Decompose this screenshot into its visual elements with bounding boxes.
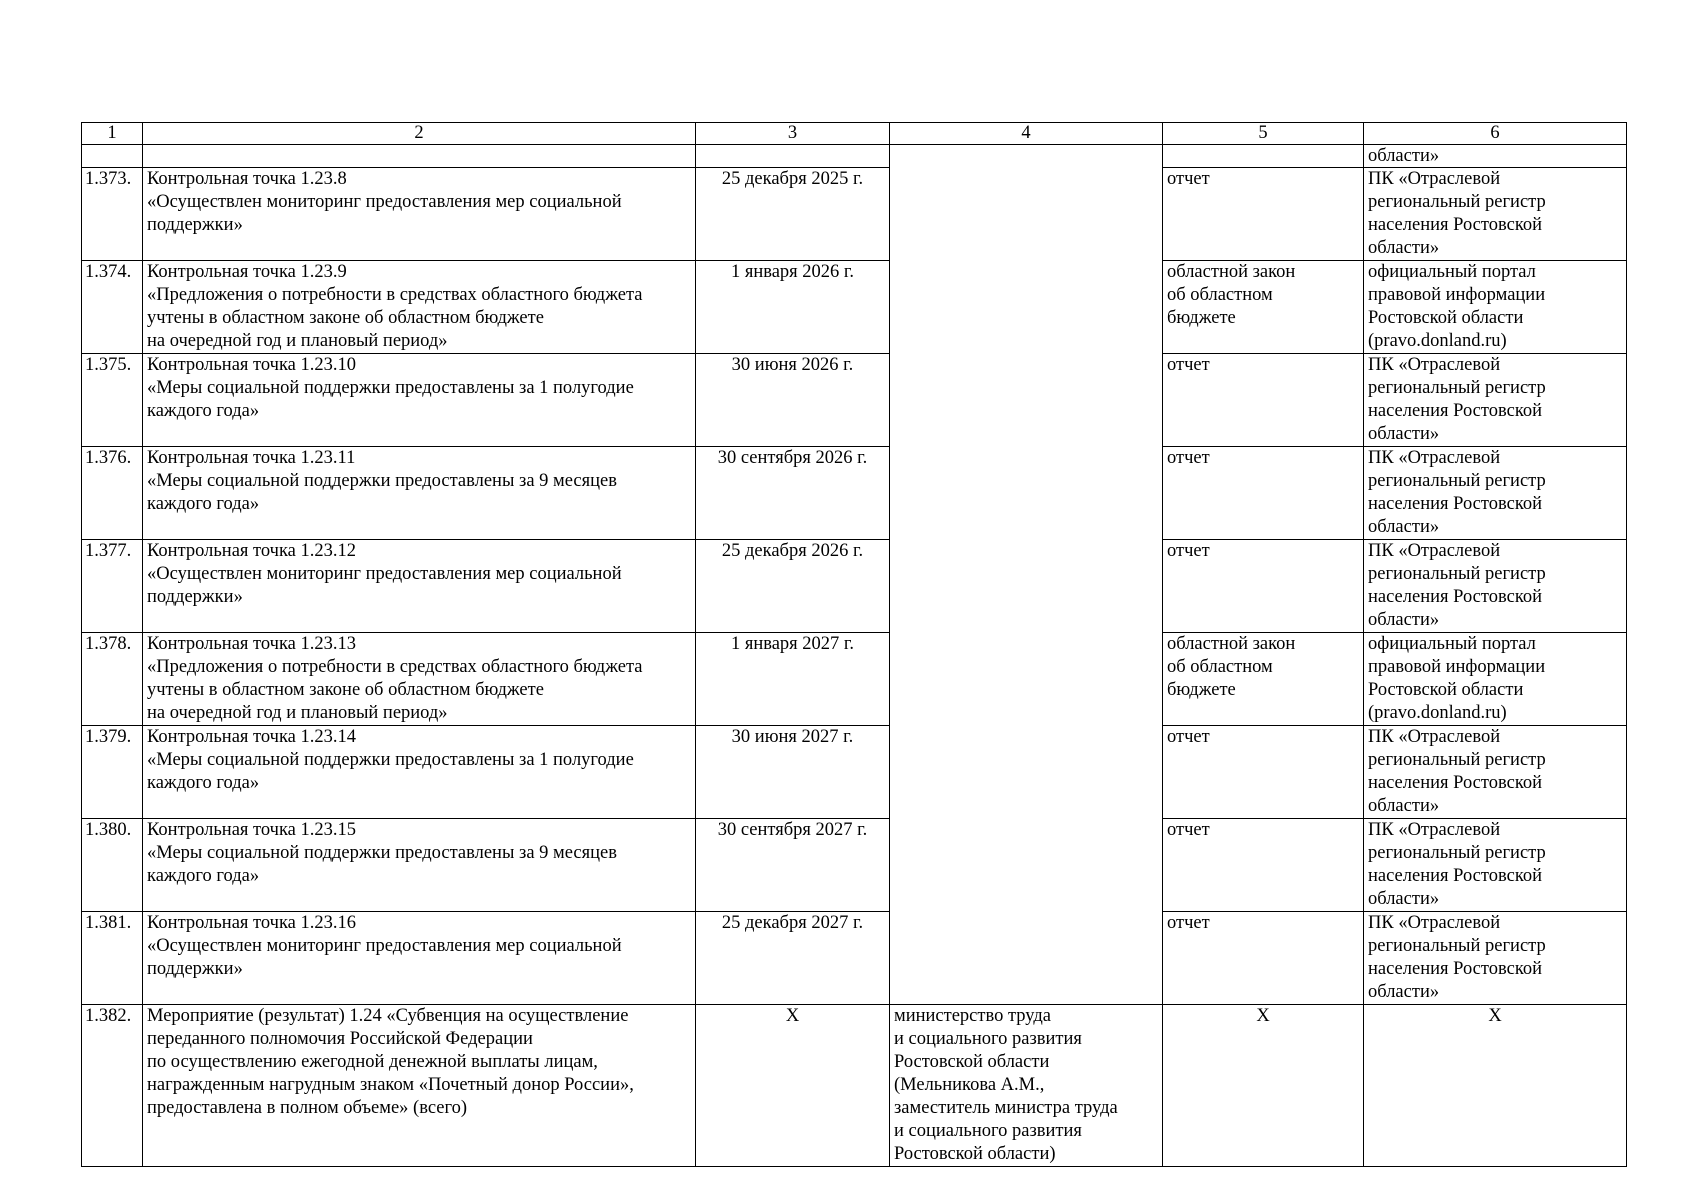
document-type <box>1163 168 1364 261</box>
text-line: области» <box>1368 424 1440 444</box>
text-line: области» <box>1368 982 1440 1002</box>
text-line: ПК «Отраслевой <box>1368 541 1501 561</box>
text-line: каждого года» <box>147 494 260 514</box>
responsible-cell <box>890 726 1163 819</box>
row-number: 1.374. <box>82 261 143 354</box>
text-line: региональный регистр <box>1368 936 1546 956</box>
text-line: «Предложения о потребности в средствах областного бюджета <box>147 657 643 677</box>
table-row <box>82 912 1627 1005</box>
responsible-cell <box>890 912 1163 1005</box>
text-line: «Меры социальной поддержки предоставлены за 9 месяцев <box>147 471 617 491</box>
text-line: населения Ростовской <box>1368 959 1543 979</box>
text-line: области» <box>1368 889 1440 909</box>
table-row <box>82 633 1627 726</box>
row-number: 1.376. <box>82 447 143 540</box>
control-points-table <box>81 122 1627 1167</box>
information-system <box>1364 912 1627 1005</box>
responsible-cell <box>890 633 1163 726</box>
text-line: «Меры социальной поддержки предоставлены за 1 полугодие <box>147 378 634 398</box>
text-line: области» <box>1368 796 1440 816</box>
column-header-5: 5 <box>1163 123 1364 145</box>
text-line: региональный регистр <box>1368 192 1546 212</box>
text-line: «Осуществлен мониторинг предоставления мер социальной <box>147 564 622 584</box>
information-system <box>1364 354 1627 447</box>
control-point-description <box>143 726 696 819</box>
table-row <box>82 819 1627 912</box>
control-point-title: Контрольная точка 1.23.11 <box>147 448 356 468</box>
control-point-description <box>143 912 696 1005</box>
text-line: Мероприятие (результат) 1.24 «Субвенция на осуществление <box>147 1006 629 1026</box>
text-line: министерство труда <box>894 1006 1051 1026</box>
continuation-cell-3 <box>696 145 890 168</box>
document-type <box>1163 261 1364 354</box>
text-line: правовой информации <box>1368 285 1546 305</box>
information-system <box>1364 633 1627 726</box>
event-description <box>143 1005 696 1167</box>
information-system <box>1364 819 1627 912</box>
control-point-description <box>143 819 696 912</box>
information-system <box>1364 447 1627 540</box>
responsible-cell <box>890 819 1163 912</box>
text-line: региональный регистр <box>1368 378 1546 398</box>
control-point-title: Контрольная точка 1.23.15 <box>147 820 357 840</box>
text-line: отчет <box>1167 913 1210 933</box>
text-line: поддержки» <box>147 587 243 607</box>
text-line: области» <box>1368 517 1440 537</box>
text-line: официальный портал <box>1368 634 1536 654</box>
deadline-date: 25 декабря 2026 г. <box>696 540 890 633</box>
row-number: 1.375. <box>82 354 143 447</box>
continuation-cell-1 <box>82 145 143 168</box>
responsible-cell <box>890 168 1163 261</box>
information-system <box>1364 168 1627 261</box>
control-point-title: Контрольная точка 1.23.13 <box>147 634 357 654</box>
deadline-date: 30 июня 2026 г. <box>696 354 890 447</box>
table-row <box>82 726 1627 819</box>
text-line: поддержки» <box>147 959 243 979</box>
text-line: переданного полномочия Российской Федерации <box>147 1029 533 1049</box>
deadline-date: X <box>696 1005 890 1167</box>
control-point-description <box>143 168 696 261</box>
text-line: «Меры социальной поддержки предоставлены за 9 месяцев <box>147 843 617 863</box>
document-type <box>1163 633 1364 726</box>
text-line: населения Ростовской <box>1368 215 1543 235</box>
text-line: отчет <box>1167 820 1210 840</box>
continuation-cell-5 <box>1163 145 1364 168</box>
text-line: ПК «Отраслевой <box>1368 913 1501 933</box>
deadline-date: 30 июня 2027 г. <box>696 726 890 819</box>
text-line: отчет <box>1167 355 1210 375</box>
table-row <box>82 354 1627 447</box>
text-line: региональный регистр <box>1368 564 1546 584</box>
text-line: каждого года» <box>147 866 260 886</box>
document-type <box>1163 819 1364 912</box>
text-line: на очередной год и плановый период» <box>147 331 448 351</box>
text-line: предоставлена в полном объеме» (всего) <box>147 1098 468 1118</box>
text-line: ПК «Отраслевой <box>1368 355 1501 375</box>
control-point-title: Контрольная точка 1.23.9 <box>147 262 347 282</box>
text-line: на очередной год и плановый период» <box>147 703 448 723</box>
control-point-description <box>143 540 696 633</box>
text-line: региональный регистр <box>1368 471 1546 491</box>
deadline-date: 1 января 2026 г. <box>696 261 890 354</box>
responsible-cell <box>890 540 1163 633</box>
text-line: бюджете <box>1167 680 1236 700</box>
text-line: отчет <box>1167 448 1210 468</box>
column-header-1: 1 <box>82 123 143 145</box>
column-header-4: 4 <box>890 123 1163 145</box>
text-line: каждого года» <box>147 401 260 421</box>
continuation-row <box>82 145 1627 168</box>
column-header-2: 2 <box>143 123 696 145</box>
text-line: ПК «Отраслевой <box>1368 448 1501 468</box>
row-number: 1.381. <box>82 912 143 1005</box>
control-point-title: Контрольная точка 1.23.16 <box>147 913 357 933</box>
document-type <box>1163 912 1364 1005</box>
row-number: 1.377. <box>82 540 143 633</box>
text-line: об областном <box>1167 285 1273 305</box>
text-line: отчет <box>1167 541 1210 561</box>
document-type <box>1163 726 1364 819</box>
text-line: (pravo.donland.ru) <box>1368 331 1507 351</box>
text-line: населения Ростовской <box>1368 494 1543 514</box>
text-line: бюджете <box>1167 308 1236 328</box>
responsible-cell <box>890 261 1163 354</box>
text-line: Ростовской области) <box>894 1144 1056 1164</box>
text-line: Ростовской области <box>1368 308 1524 328</box>
text-line: «Осуществлен мониторинг предоставления мер социальной <box>147 192 622 212</box>
text-line: региональный регистр <box>1368 750 1546 770</box>
text-line: области» <box>1368 238 1440 258</box>
information-system: X <box>1364 1005 1627 1167</box>
text-line: областной закон <box>1167 634 1296 654</box>
text-line: населения Ростовской <box>1368 587 1543 607</box>
deadline-date: 25 декабря 2027 г. <box>696 912 890 1005</box>
text-line: отчет <box>1167 727 1210 747</box>
deadline-date: 25 декабря 2025 г. <box>696 168 890 261</box>
text-line: отчет <box>1167 169 1210 189</box>
text-line: Ростовской области <box>894 1052 1050 1072</box>
text-line: Ростовской области <box>1368 680 1524 700</box>
information-system <box>1364 540 1627 633</box>
control-point-description <box>143 447 696 540</box>
text-line: учтены в областном законе об областном бюджете <box>147 680 544 700</box>
text-line: поддержки» <box>147 215 243 235</box>
row-number: 1.379. <box>82 726 143 819</box>
text-line: учтены в областном законе об областном бюджете <box>147 308 544 328</box>
control-point-title: Контрольная точка 1.23.8 <box>147 169 347 189</box>
table-row <box>82 168 1627 261</box>
continuation-cell-4 <box>890 145 1163 168</box>
responsible-cell <box>890 447 1163 540</box>
document-type: X <box>1163 1005 1364 1167</box>
column-header-3: 3 <box>696 123 890 145</box>
text-line: и социального развития <box>894 1029 1082 1049</box>
information-system <box>1364 726 1627 819</box>
text-line: об областном <box>1167 657 1273 677</box>
deadline-date: 30 сентября 2027 г. <box>696 819 890 912</box>
control-point-description <box>143 261 696 354</box>
document-type <box>1163 540 1364 633</box>
text-line: областной закон <box>1167 262 1296 282</box>
text-line: ПК «Отраслевой <box>1368 169 1501 189</box>
text-line: (pravo.donland.ru) <box>1368 703 1507 723</box>
text-line: заместитель министра труда <box>894 1098 1118 1118</box>
control-point-title: Контрольная точка 1.23.12 <box>147 541 357 561</box>
control-point-title: Контрольная точка 1.23.14 <box>147 727 357 747</box>
document-type <box>1163 447 1364 540</box>
row-number: 1.378. <box>82 633 143 726</box>
text-line: «Меры социальной поддержки предоставлены за 1 полугодие <box>147 750 634 770</box>
text-line: «Предложения о потребности в средствах областного бюджета <box>147 285 643 305</box>
table-row <box>82 1005 1627 1167</box>
column-header-6: 6 <box>1364 123 1627 145</box>
text-line: ПК «Отраслевой <box>1368 820 1501 840</box>
text-line: по осуществлению ежегодной денежной выплаты лицам, <box>147 1052 598 1072</box>
continuation-cell-2 <box>143 145 696 168</box>
control-point-description <box>143 354 696 447</box>
deadline-date: 30 сентября 2026 г. <box>696 447 890 540</box>
responsible-cell <box>890 354 1163 447</box>
text-line: населения Ростовской <box>1368 866 1543 886</box>
document-type <box>1163 354 1364 447</box>
text-line: «Осуществлен мониторинг предоставления мер социальной <box>147 936 622 956</box>
row-number: 1.380. <box>82 819 143 912</box>
text-line: населения Ростовской <box>1368 401 1543 421</box>
text-line: каждого года» <box>147 773 260 793</box>
text-line: официальный портал <box>1368 262 1536 282</box>
row-number: 1.373. <box>82 168 143 261</box>
text-line: награжденным нагрудным знаком «Почетный донор России», <box>147 1075 634 1095</box>
text-line: правовой информации <box>1368 657 1546 677</box>
responsible-executor <box>890 1005 1163 1167</box>
header-row <box>82 123 1627 145</box>
text-line: и социального развития <box>894 1121 1082 1141</box>
text-line: (Мельникова А.М., <box>894 1075 1045 1095</box>
text-line: области» <box>1368 610 1440 630</box>
table-body <box>82 123 1627 1167</box>
text-line: населения Ростовской <box>1368 773 1543 793</box>
text-line: ПК «Отраслевой <box>1368 727 1501 747</box>
table-row <box>82 261 1627 354</box>
control-point-title: Контрольная точка 1.23.10 <box>147 355 357 375</box>
table-row <box>82 447 1627 540</box>
control-point-description <box>143 633 696 726</box>
continuation-cell-6: области» <box>1364 145 1627 168</box>
text-line: региональный регистр <box>1368 843 1546 863</box>
deadline-date: 1 января 2027 г. <box>696 633 890 726</box>
row-number: 1.382. <box>82 1005 143 1167</box>
table-row <box>82 540 1627 633</box>
information-system <box>1364 261 1627 354</box>
